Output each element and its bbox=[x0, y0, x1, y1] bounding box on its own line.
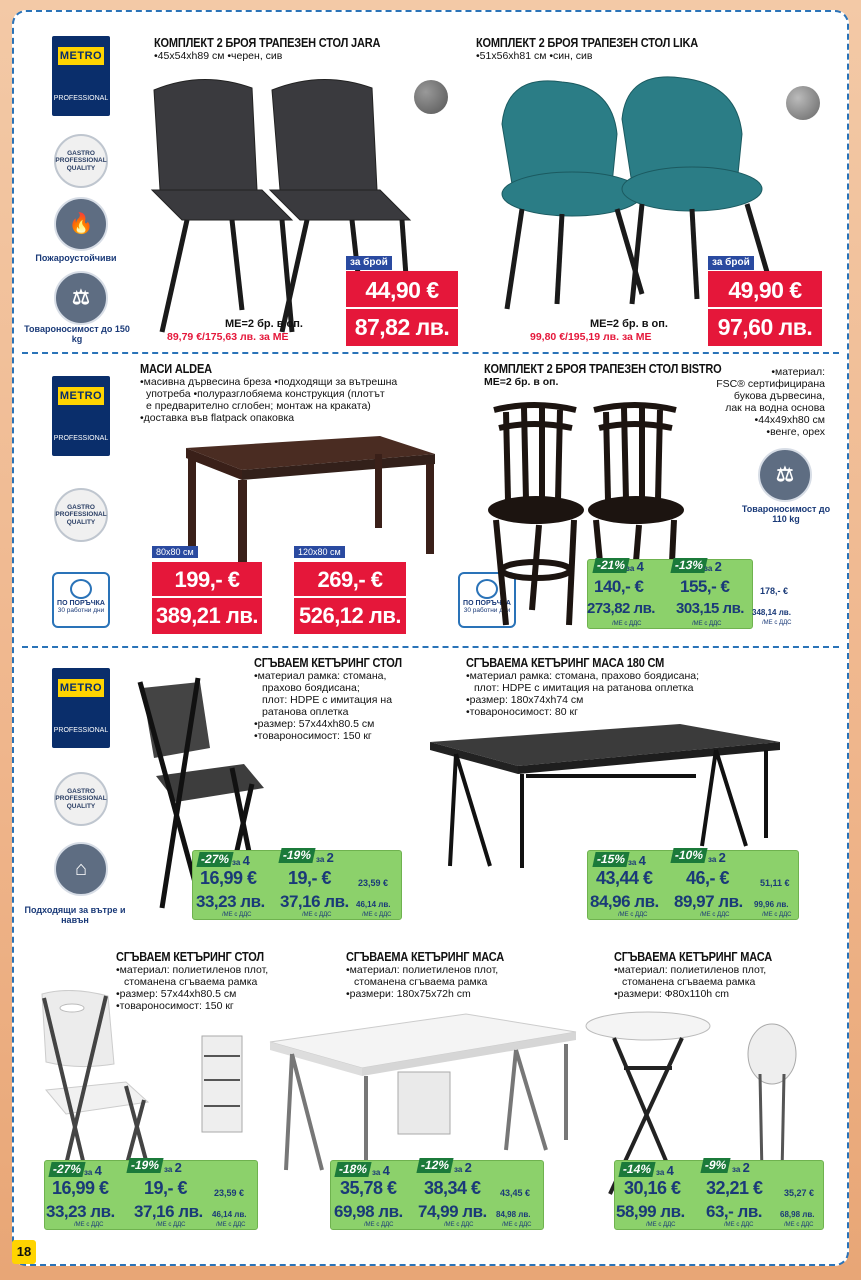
weight-icon: ⚖ bbox=[758, 448, 812, 502]
qty-label: за 4 bbox=[656, 1163, 674, 1178]
discount-badge: -15% bbox=[592, 852, 629, 867]
offer-note: /МЕ с ДДС bbox=[612, 621, 642, 627]
product-title-catering-round-table: СГЪВАЕМА КЕТЪРИНГ МАСА bbox=[614, 950, 772, 964]
offer-note: /МЕ с ДДС bbox=[156, 1222, 186, 1228]
color-swatch-grey[interactable] bbox=[786, 86, 820, 120]
gross-price-bgn: 348,14 лв. bbox=[752, 608, 791, 617]
price-bgn: 526,12 лв. bbox=[294, 598, 406, 634]
price-eur: 46,- € bbox=[686, 868, 730, 888]
product-title-catering-chair-2: СГЪВАЕМ КЕТЪРИНГ СТОЛ bbox=[116, 950, 264, 964]
product-title-lika: КОМПЛЕКТ 2 БРОЯ ТРАПЕЗЕН СТОЛ LIKA bbox=[476, 36, 699, 50]
offer-note: /МЕ с ДДС bbox=[362, 912, 392, 918]
price-bgn: 37,16 лв. bbox=[134, 1202, 203, 1221]
discount-badge: -18% bbox=[334, 1162, 371, 1177]
gross-price-bgn: 99,96 лв. bbox=[754, 900, 789, 909]
size-label: 120x80 см bbox=[294, 546, 345, 558]
price-eur: 44,90 € bbox=[346, 271, 458, 309]
price-eur: 140,- € bbox=[594, 577, 644, 596]
offer-note: /МЕ с ДДС bbox=[222, 912, 252, 918]
section-divider bbox=[22, 646, 839, 648]
discount-badge: -12% bbox=[416, 1158, 453, 1173]
product-spec-aldea-3: е предварително сглобен; монтаж на краката) bbox=[146, 400, 371, 412]
spec-line: •размери: Ф80x110h cm bbox=[614, 988, 730, 1000]
qty-label: за 2 bbox=[164, 1160, 182, 1175]
offer-note: /МЕ с ДДС bbox=[216, 1222, 246, 1228]
price-bgn: 97,60 лв. bbox=[708, 309, 822, 346]
price-bgn: 63,- лв. bbox=[706, 1202, 762, 1221]
price-bgn: 273,82 лв. bbox=[587, 600, 655, 617]
qty-label: за 4 bbox=[626, 559, 644, 574]
discount-badge: -9% bbox=[700, 1158, 731, 1173]
product-spec-bistro-2: FSC® сертифицирана bbox=[716, 378, 825, 390]
gross-price-bgn: 46,14 лв. bbox=[356, 900, 391, 909]
spec-line: •размери: 180x75x72h cm bbox=[346, 988, 471, 1000]
price-bgn: 58,99 лв. bbox=[616, 1202, 685, 1221]
me-quantity: МЕ=2 бр. в оп. bbox=[484, 376, 559, 388]
offer-note: /МЕ с ДДС bbox=[646, 1222, 676, 1228]
spec-line: плот: HDPE с имитация на ратанова оплетка bbox=[474, 682, 694, 694]
me-price: 89,79 €/175,63 лв. за МЕ bbox=[167, 331, 289, 343]
price-bgn: 84,96 лв. bbox=[590, 892, 659, 911]
offer-note: /МЕ с ДДС bbox=[762, 620, 792, 626]
spec-line: стоманена сгъваема рамка bbox=[622, 976, 756, 988]
color-swatch-grey[interactable] bbox=[414, 80, 448, 114]
product-spec-bistro-5: •44x49xh80 см bbox=[754, 414, 825, 426]
price-bgn: 389,21 лв. bbox=[152, 598, 262, 634]
offer-note: /МЕ с ДДС bbox=[618, 912, 648, 918]
gross-price-eur: 51,11 € bbox=[760, 878, 790, 888]
product-title-bistro: КОМПЛЕКТ 2 БРОЯ ТРАПЕЗЕН СТОЛ BISTRO bbox=[484, 362, 722, 376]
offer-note: /МЕ с ДДС bbox=[700, 912, 730, 918]
gastro-quality-icon: GASTRO PROFESSIONAL QUALITY bbox=[54, 134, 108, 188]
qty-label: за 4 bbox=[84, 1163, 102, 1178]
price-eur: 16,99 € bbox=[200, 868, 257, 888]
product-title-catering-table: СГЪВАЕМА КЕТЪРИНГ МАСА bbox=[346, 950, 504, 964]
qty-label: за 4 bbox=[628, 853, 646, 868]
spec-line: стоманена сгъваема рамка bbox=[124, 976, 258, 988]
qty-label: за 2 bbox=[316, 850, 334, 865]
spec-line: •материал: полиетиленов плот, bbox=[614, 964, 767, 976]
spec-line: •материал: полиетиленов плот, bbox=[116, 964, 269, 976]
spec-line: ратанова оплетка bbox=[262, 706, 349, 718]
gross-price-eur: 43,45 € bbox=[500, 1188, 531, 1198]
product-spec-aldea-4: •доставка във flatpack опаковка bbox=[140, 412, 295, 424]
spec-line: •материал рамка: стомана, прахово боядисана; bbox=[466, 670, 700, 682]
price-bgn: 69,98 лв. bbox=[334, 1202, 403, 1221]
me-price: 99,80 €/195,19 лв. за МЕ bbox=[530, 331, 652, 343]
price-bgn: 74,99 лв. bbox=[418, 1202, 487, 1221]
offer-note: /МЕ с ДДС bbox=[74, 1222, 104, 1228]
product-title-catering-chair: СГЪВАЕМ КЕТЪРИНГ СТОЛ bbox=[254, 656, 402, 670]
discount-badge: -27% bbox=[48, 1162, 85, 1177]
offer-note: /МЕ с ДДС bbox=[692, 621, 722, 627]
qty-label: за 2 bbox=[732, 1160, 750, 1175]
spec-line: плот: HDPE с имитация на bbox=[262, 694, 393, 706]
qty-label: за 2 bbox=[704, 559, 722, 574]
spec-line: •размер: 57x44xh80.5 см bbox=[254, 718, 375, 730]
gross-price-bgn: 46,14 лв. bbox=[212, 1210, 247, 1219]
price-eur: 19,- € bbox=[144, 1178, 188, 1198]
me-quantity: МЕ=2 бр. в оп. bbox=[225, 318, 303, 330]
load-capacity-label: Товароносимост до 150 kg bbox=[24, 324, 130, 345]
qty-label: за 2 bbox=[708, 850, 726, 865]
offer-note: /МЕ с ДДС bbox=[444, 1222, 474, 1228]
gross-price-eur: 23,59 € bbox=[214, 1188, 245, 1198]
spec-line: •размер: 180x74xh74 см bbox=[466, 694, 584, 706]
gastro-quality-icon: GASTRO PROFESSIONAL QUALITY bbox=[54, 488, 108, 542]
offer-note: /МЕ с ДДС bbox=[762, 912, 792, 918]
size-label: 80x80 см bbox=[152, 546, 198, 558]
discount-badge: -10% bbox=[670, 848, 707, 863]
product-spec-bistro-6: •венге, орех bbox=[766, 426, 825, 438]
spec-line: стоманена сгъваема рамка bbox=[354, 976, 488, 988]
load-capacity-label: Товароносимост до 110 kg bbox=[741, 504, 831, 525]
product-spec-bistro-3: букова дървесина, bbox=[733, 390, 825, 402]
discount-badge: -14% bbox=[618, 1162, 655, 1177]
price-bgn: 37,16 лв. bbox=[280, 892, 349, 911]
on-order-badge: ПО ПОРЪЧКА 30 работни дни bbox=[458, 572, 516, 628]
price-eur: 32,21 € bbox=[706, 1178, 763, 1198]
discount-badge: -19% bbox=[126, 1158, 163, 1173]
price-eur: 199,- € bbox=[152, 562, 262, 598]
spec-line: •материал: полиетиленов плот, bbox=[346, 964, 499, 976]
gross-price-eur: 23,59 € bbox=[358, 878, 389, 888]
offer-note: /МЕ с ДДС bbox=[302, 912, 332, 918]
gross-price-bgn: 68,98 лв. bbox=[780, 1210, 815, 1219]
clipboard-icon bbox=[70, 579, 92, 599]
product-spec-lika: •51x56xh81 см •син, сив bbox=[476, 50, 593, 62]
per-piece-label: за брой bbox=[708, 256, 754, 270]
offer-note: /МЕ с ДДС bbox=[784, 1222, 814, 1228]
spec-line: •размер: 57x44xh80.5 см bbox=[116, 988, 237, 1000]
product-spec-bistro-4: лак на водна основа bbox=[725, 402, 825, 414]
price-bgn: 87,82 лв. bbox=[346, 309, 458, 346]
offer-note: /МЕ с ДДС bbox=[502, 1222, 532, 1228]
me-quantity: МЕ=2 бр. в оп. bbox=[590, 318, 668, 330]
qty-label: за 4 bbox=[372, 1163, 390, 1178]
metro-professional-logo: METRO PROFESSIONAL bbox=[52, 376, 110, 456]
gastro-quality-icon: GASTRO PROFESSIONAL QUALITY bbox=[54, 772, 108, 826]
product-spec-jara: •45x54xh89 см •черен, сив bbox=[154, 50, 283, 62]
spec-line: •товароносимост: 80 кг bbox=[466, 706, 578, 718]
discount-badge: -13% bbox=[670, 558, 707, 573]
weight-icon: ⚖ bbox=[54, 271, 108, 325]
spec-line: прахово боядисана; bbox=[262, 682, 360, 694]
product-title-aldea: МАСИ ALDEA bbox=[140, 362, 212, 376]
spec-line: •товароносимост: 150 кг bbox=[116, 1000, 234, 1012]
spec-line: •материал рамка: стомана, bbox=[254, 670, 387, 682]
discount-badge: -19% bbox=[278, 848, 315, 863]
price-eur: 155,- € bbox=[680, 577, 730, 596]
offer-note: /МЕ с ДДС bbox=[364, 1222, 394, 1228]
fire-resistant-label: Пожароустойчиви bbox=[35, 253, 117, 263]
price-bgn: 33,23 лв. bbox=[46, 1202, 115, 1221]
discount-badge: -27% bbox=[196, 852, 233, 867]
product-spec-aldea-2: употреба •полуразглобяема конструкция (плотът bbox=[146, 388, 385, 400]
fire-resistant-icon: 🔥 bbox=[54, 197, 108, 251]
metro-professional-logo: METRO PROFESSIONAL bbox=[52, 36, 110, 116]
gross-price-eur: 35,27 € bbox=[784, 1188, 815, 1198]
price-eur: 30,16 € bbox=[624, 1178, 681, 1198]
gross-price-eur: 178,- € bbox=[760, 586, 789, 596]
qty-label: за 2 bbox=[454, 1160, 472, 1175]
per-piece-label: за брой bbox=[346, 256, 392, 270]
price-eur: 38,34 € bbox=[424, 1178, 481, 1198]
gross-price-bgn: 84,98 лв. bbox=[496, 1210, 531, 1219]
spec-line: •товароносимост: 150 кг bbox=[254, 730, 372, 742]
price-bgn: 33,23 лв. bbox=[196, 892, 265, 911]
section-divider bbox=[22, 352, 839, 354]
qty-label: за 4 bbox=[232, 853, 250, 868]
price-eur: 16,99 € bbox=[52, 1178, 109, 1198]
price-eur: 269,- € bbox=[294, 562, 406, 598]
page-number: 18 bbox=[12, 1240, 36, 1264]
price-eur: 35,78 € bbox=[340, 1178, 397, 1198]
indoor-outdoor-label: Подходящи за вътре и навън bbox=[24, 905, 126, 926]
product-title-catering-table-180: СГЪВАЕМА КЕТЪРИНГ МАСА 180 СМ bbox=[466, 656, 665, 670]
product-spec-aldea-1: •масивна дървесина бреза •подходящи за вътрешна bbox=[140, 376, 398, 388]
on-order-badge: ПО ПОРЪЧКА 30 работни дни bbox=[52, 572, 110, 628]
indoor-outdoor-icon: ⌂ bbox=[54, 842, 108, 896]
price-eur: 19,- € bbox=[288, 868, 332, 888]
discount-badge: -21% bbox=[592, 558, 629, 573]
price-eur: 43,44 € bbox=[596, 868, 653, 888]
product-title-jara: КОМПЛЕКТ 2 БРОЯ ТРАПЕЗЕН СТОЛ JARA bbox=[154, 36, 381, 50]
price-eur: 49,90 € bbox=[708, 271, 822, 309]
price-bgn: 89,97 лв. bbox=[674, 892, 743, 911]
price-bgn: 303,15 лв. bbox=[676, 600, 744, 617]
offer-note: /МЕ с ДДС bbox=[724, 1222, 754, 1228]
metro-professional-logo: METRO PROFESSIONAL bbox=[52, 668, 110, 748]
product-spec-bistro-1: •материал: bbox=[771, 366, 825, 378]
